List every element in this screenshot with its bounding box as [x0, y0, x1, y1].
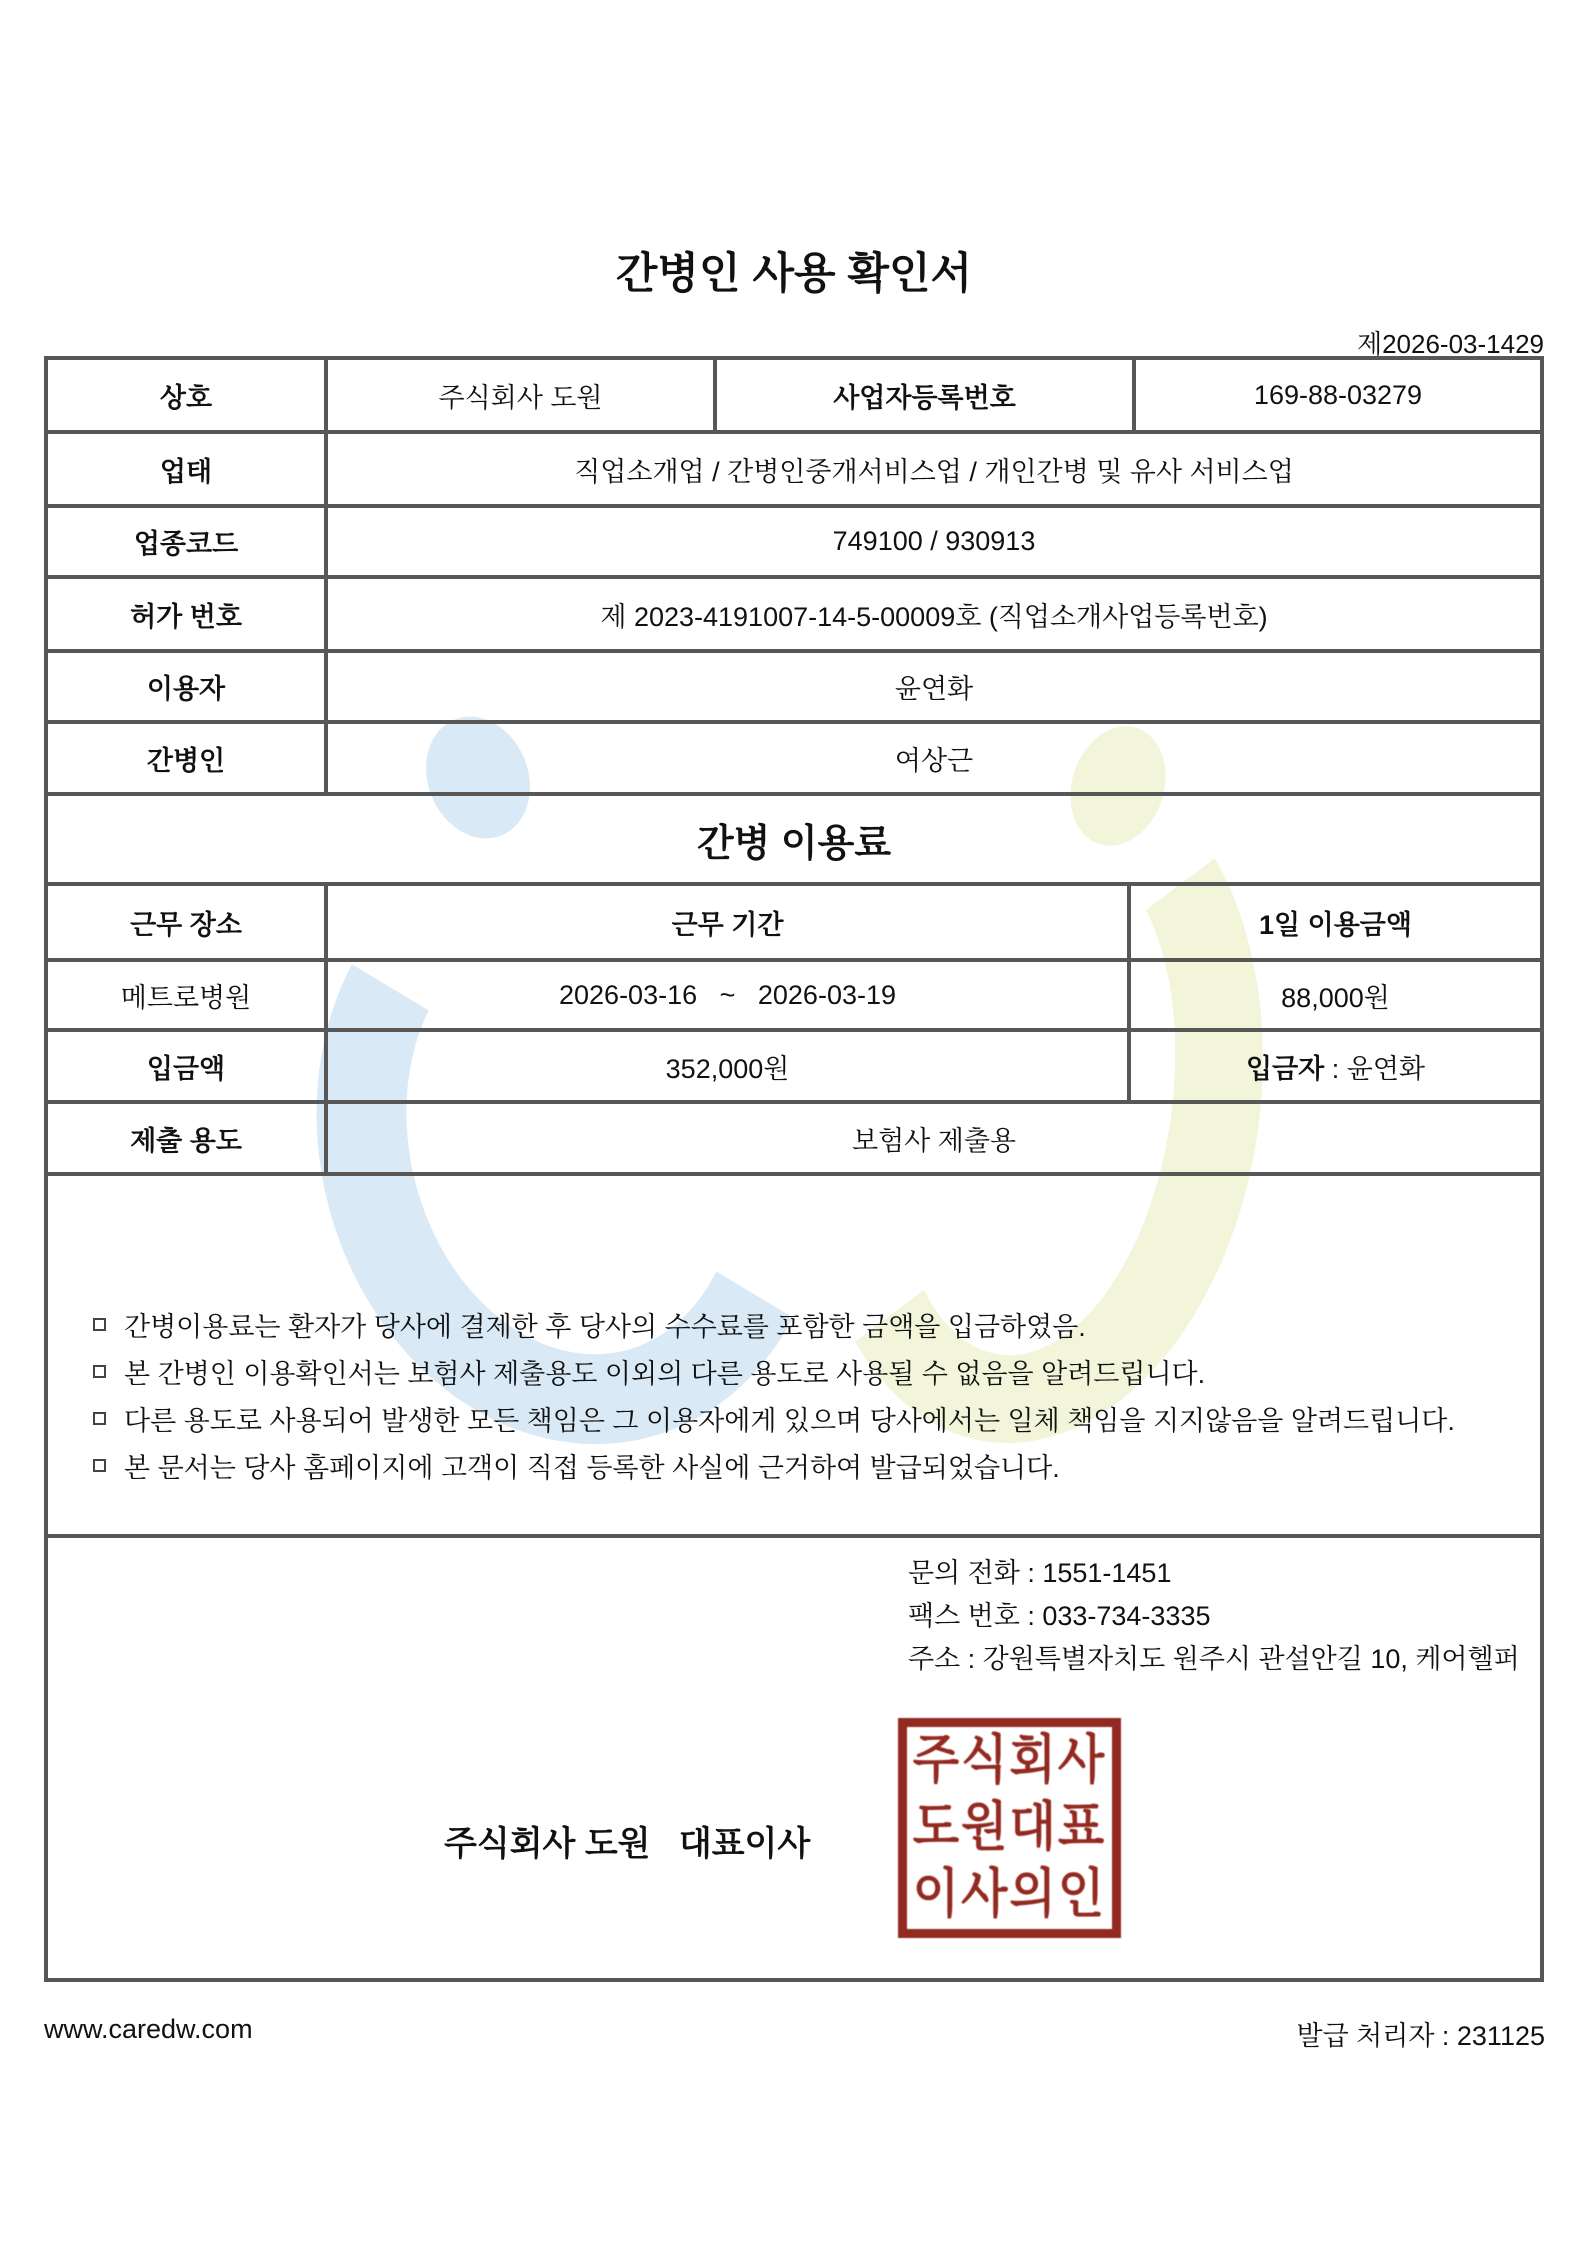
document-number: 제2026-03-1429: [1356, 329, 1544, 359]
table-row-business-type: [48, 434, 1540, 508]
table-row-user: [48, 653, 1540, 724]
table-row-fee-section-title: [48, 796, 1540, 886]
website-url: www.caredw.com: [44, 2014, 253, 2044]
daily-fee-header: 1일 이용금액: [1127, 886, 1540, 958]
table-row-deposit: [48, 1032, 1540, 1104]
stamp-text-line: 주식회사: [912, 1730, 1107, 1790]
depositor-label: 입금자: [1245, 1053, 1325, 1084]
note-text: 간병이용료는 환자가 당사에 결제한 후 당사의 수수료를 포함한 금액을 입금하였음.: [124, 1312, 1086, 1342]
square-bullet-icon: [93, 1365, 106, 1378]
table-row-issuer-block: [48, 1538, 1540, 1978]
note-text: 본 간병인 이용확인서는 보험사 제출용도 이외의 다른 용도로 사용될 수 없음을 알려드립니다.: [124, 1359, 1206, 1389]
table-row-notes: [48, 1176, 1540, 1538]
table-row-fee-headers: [48, 886, 1540, 962]
note-item: [93, 1395, 1510, 1442]
fee-section-title: 간병 이용료: [696, 822, 892, 865]
table-row-company: [48, 360, 1540, 434]
business-type-value: 직업소개업 / 간병인중개서비스업 / 개인간병 및 유사 서비스업: [324, 434, 1540, 504]
company-name-label: 상호: [159, 382, 213, 413]
square-bullet-icon: [93, 1318, 106, 1331]
note-text: 다른 용도로 사용되어 발생한 모든 책임은 그 이용자에게 있으며 당사에서는 일체 책임을 지지않음을 알려드립니다.: [124, 1406, 1455, 1436]
contact-fax: 팩스 번호 : 033-734-3335: [908, 1601, 1211, 1631]
submission-purpose-label: 제출 용도: [130, 1125, 242, 1156]
table-row-industry-code: [48, 508, 1540, 579]
table-row-license-no: [48, 579, 1540, 653]
work-period-header: 근무 기간: [324, 886, 1127, 958]
note-item: [93, 1442, 1510, 1489]
document-table: [44, 356, 1544, 1982]
company-signature-line: 주식회사 도원 대표이사: [444, 1825, 811, 1863]
depositor-value: : 윤연화: [1324, 1053, 1425, 1084]
deposit-amount-value: 352,000원: [324, 1032, 1127, 1100]
license-no-value: 제 2023-4191007-14-5-00009호 (직업소개사업등록번호): [324, 579, 1540, 649]
business-type-label: 업태: [159, 456, 213, 487]
submission-purpose-value: 보험사 제출용: [324, 1104, 1540, 1172]
caregiver-value: 여상근: [324, 724, 1540, 792]
work-place-header: 근무 장소: [130, 909, 242, 940]
daily-fee-value: 88,000원: [1127, 962, 1540, 1028]
note-item: [93, 1348, 1510, 1395]
company-name-value: 주식회사 도원: [324, 360, 713, 430]
deposit-amount-label: 입금액: [146, 1053, 226, 1084]
issue-handler: 발급 처리자 : 231125: [1296, 2021, 1545, 2051]
corporate-seal-stamp: [898, 1718, 1121, 1938]
license-no-label: 허가 번호: [130, 601, 242, 632]
table-row-fee-values: [48, 962, 1540, 1032]
stamp-text-line: 이사의인: [912, 1865, 1107, 1924]
stamp-text-line: 도원대표: [912, 1798, 1107, 1857]
contact-info: [908, 1552, 1520, 1681]
business-reg-no-value: 169-88-03279: [1132, 360, 1540, 430]
work-place-value: 메트로병원: [120, 982, 252, 1013]
depositor-cell: [1127, 1032, 1540, 1100]
industry-code-label: 업종코드: [133, 529, 239, 559]
work-period-value: 2026-03-16 ~ 2026-03-19: [324, 962, 1127, 1028]
table-row-purpose: [48, 1104, 1540, 1176]
business-reg-no-label: 사업자등록번호: [713, 360, 1132, 430]
table-row-caregiver: [48, 724, 1540, 796]
user-label: 이용자: [146, 674, 226, 704]
note-item: [93, 1301, 1510, 1348]
user-value: 윤연화: [324, 653, 1540, 720]
square-bullet-icon: [93, 1412, 106, 1425]
industry-code-value: 749100 / 930913: [324, 508, 1540, 575]
contact-address: 주소 : 강원특별자치도 원주시 관설안길 10, 케어헬퍼: [908, 1644, 1520, 1674]
page-title: 간병인 사용 확인서: [615, 250, 973, 298]
note-text: 본 문서는 당사 홈페이지에 고객이 직접 등록한 사실에 근거하여 발급되었습니다.: [124, 1453, 1060, 1483]
contact-phone: 문의 전화 : 1551-1451: [908, 1558, 1172, 1588]
caregiver-label: 간병인: [146, 745, 226, 776]
square-bullet-icon: [93, 1459, 106, 1472]
